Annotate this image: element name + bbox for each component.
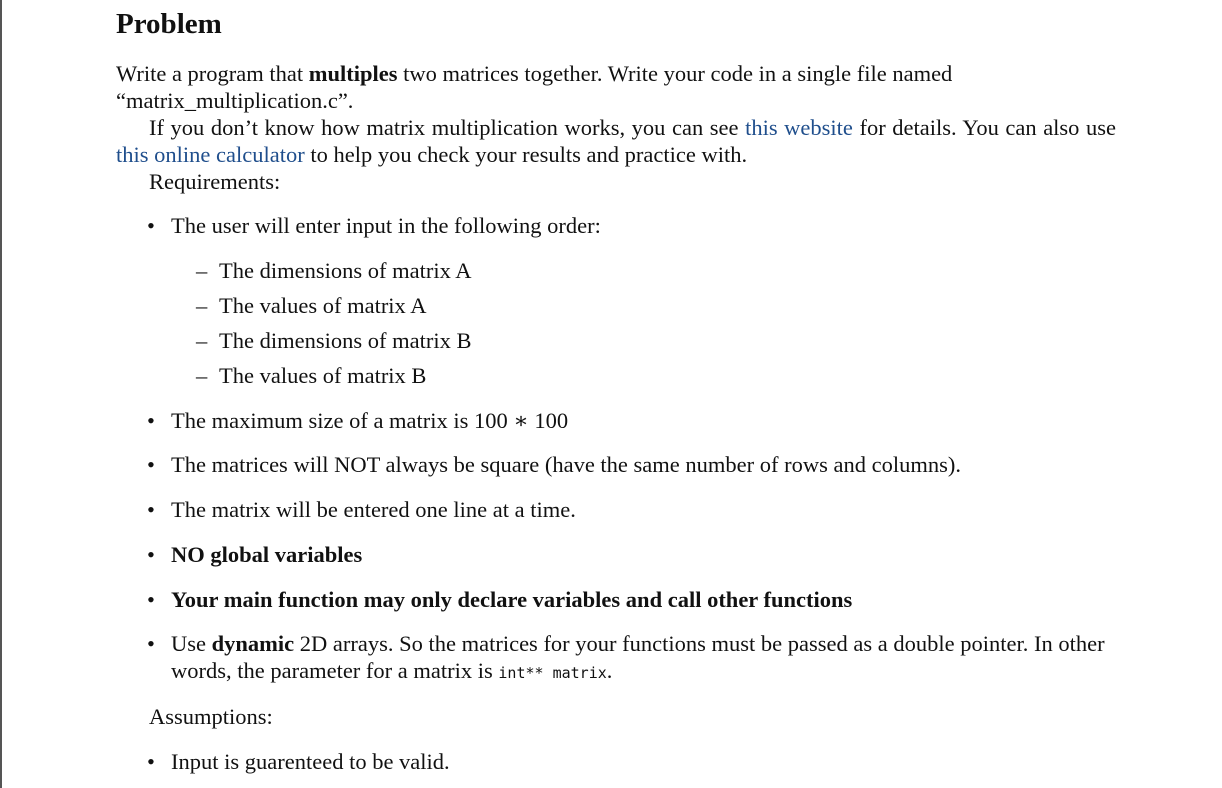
bullet-icon: • <box>147 542 155 567</box>
file-name: “matrix_multiplication.c”. <box>116 88 354 113</box>
list-item: • Your main function may only declare variables and call other functions <box>147 587 853 612</box>
bold-multiples: multiples <box>308 61 398 86</box>
requirements-list <box>116 212 1116 687</box>
bullet-icon: • <box>147 497 155 522</box>
list-item: • Use dynamic 2D arrays. So the matrices for your functions must be passed as a double pointer. In other words, the parameter for a matrix is int** matrix. <box>147 631 1105 683</box>
list-item: • The matrices will NOT always be square (have the same number of rows and columns). <box>147 452 961 477</box>
dash-icon: – <box>196 363 208 388</box>
left-margin-rule <box>0 0 2 788</box>
list-item: • The matrix will be entered one line at a time. <box>147 497 576 522</box>
assumptions-heading: Assumptions: <box>149 704 273 729</box>
sub-list-item: – The dimensions of matrix B <box>196 328 472 353</box>
bullet-icon: • <box>147 408 155 433</box>
list-item: • The user will enter input in the following order: – The dimensions of matrix A – The values of matrix A – The dimensions of matrix B – The values of matrix B <box>116 212 1116 389</box>
bullet-icon: • <box>147 631 155 656</box>
bullet-icon: • <box>147 452 155 477</box>
sub-list-item: – The values of matrix B <box>196 363 427 388</box>
input-order-sublist <box>171 257 1116 389</box>
bullet-icon: • <box>147 749 155 774</box>
dash-icon: – <box>196 293 208 318</box>
list-item: • The maximum size of a matrix is 100 ∗ 100 <box>147 408 569 433</box>
sub-list-item: – The values of matrix A <box>196 293 427 318</box>
list-item: • Input is guarenteed to be valid. <box>147 749 450 774</box>
sub-list-item: – The dimensions of matrix A <box>196 258 472 283</box>
website-link[interactable]: this website <box>745 115 853 140</box>
requirements-heading: Requirements: <box>149 169 281 194</box>
help-paragraph: If you don’t know how matrix multiplication works, you can see this website for details. You can also use this online calculator to help you check your results and practice with. <box>116 115 1116 167</box>
dash-icon: – <box>196 258 208 283</box>
dash-icon: – <box>196 328 208 353</box>
assumptions-list <box>116 748 1116 775</box>
intro-paragraph: Write a program that multiples two matrices together. Write your code in a single file named “matrix_multiplication.c”. <box>116 61 953 113</box>
list-item: • NO global variables <box>147 542 363 567</box>
document-page <box>116 6 1116 775</box>
bullet-icon: • <box>147 587 155 612</box>
calculator-link[interactable]: this online calculator <box>116 142 305 167</box>
code-snippet: int** matrix <box>498 664 607 682</box>
page-title: Problem <box>116 8 222 40</box>
bullet-icon: • <box>147 213 155 238</box>
